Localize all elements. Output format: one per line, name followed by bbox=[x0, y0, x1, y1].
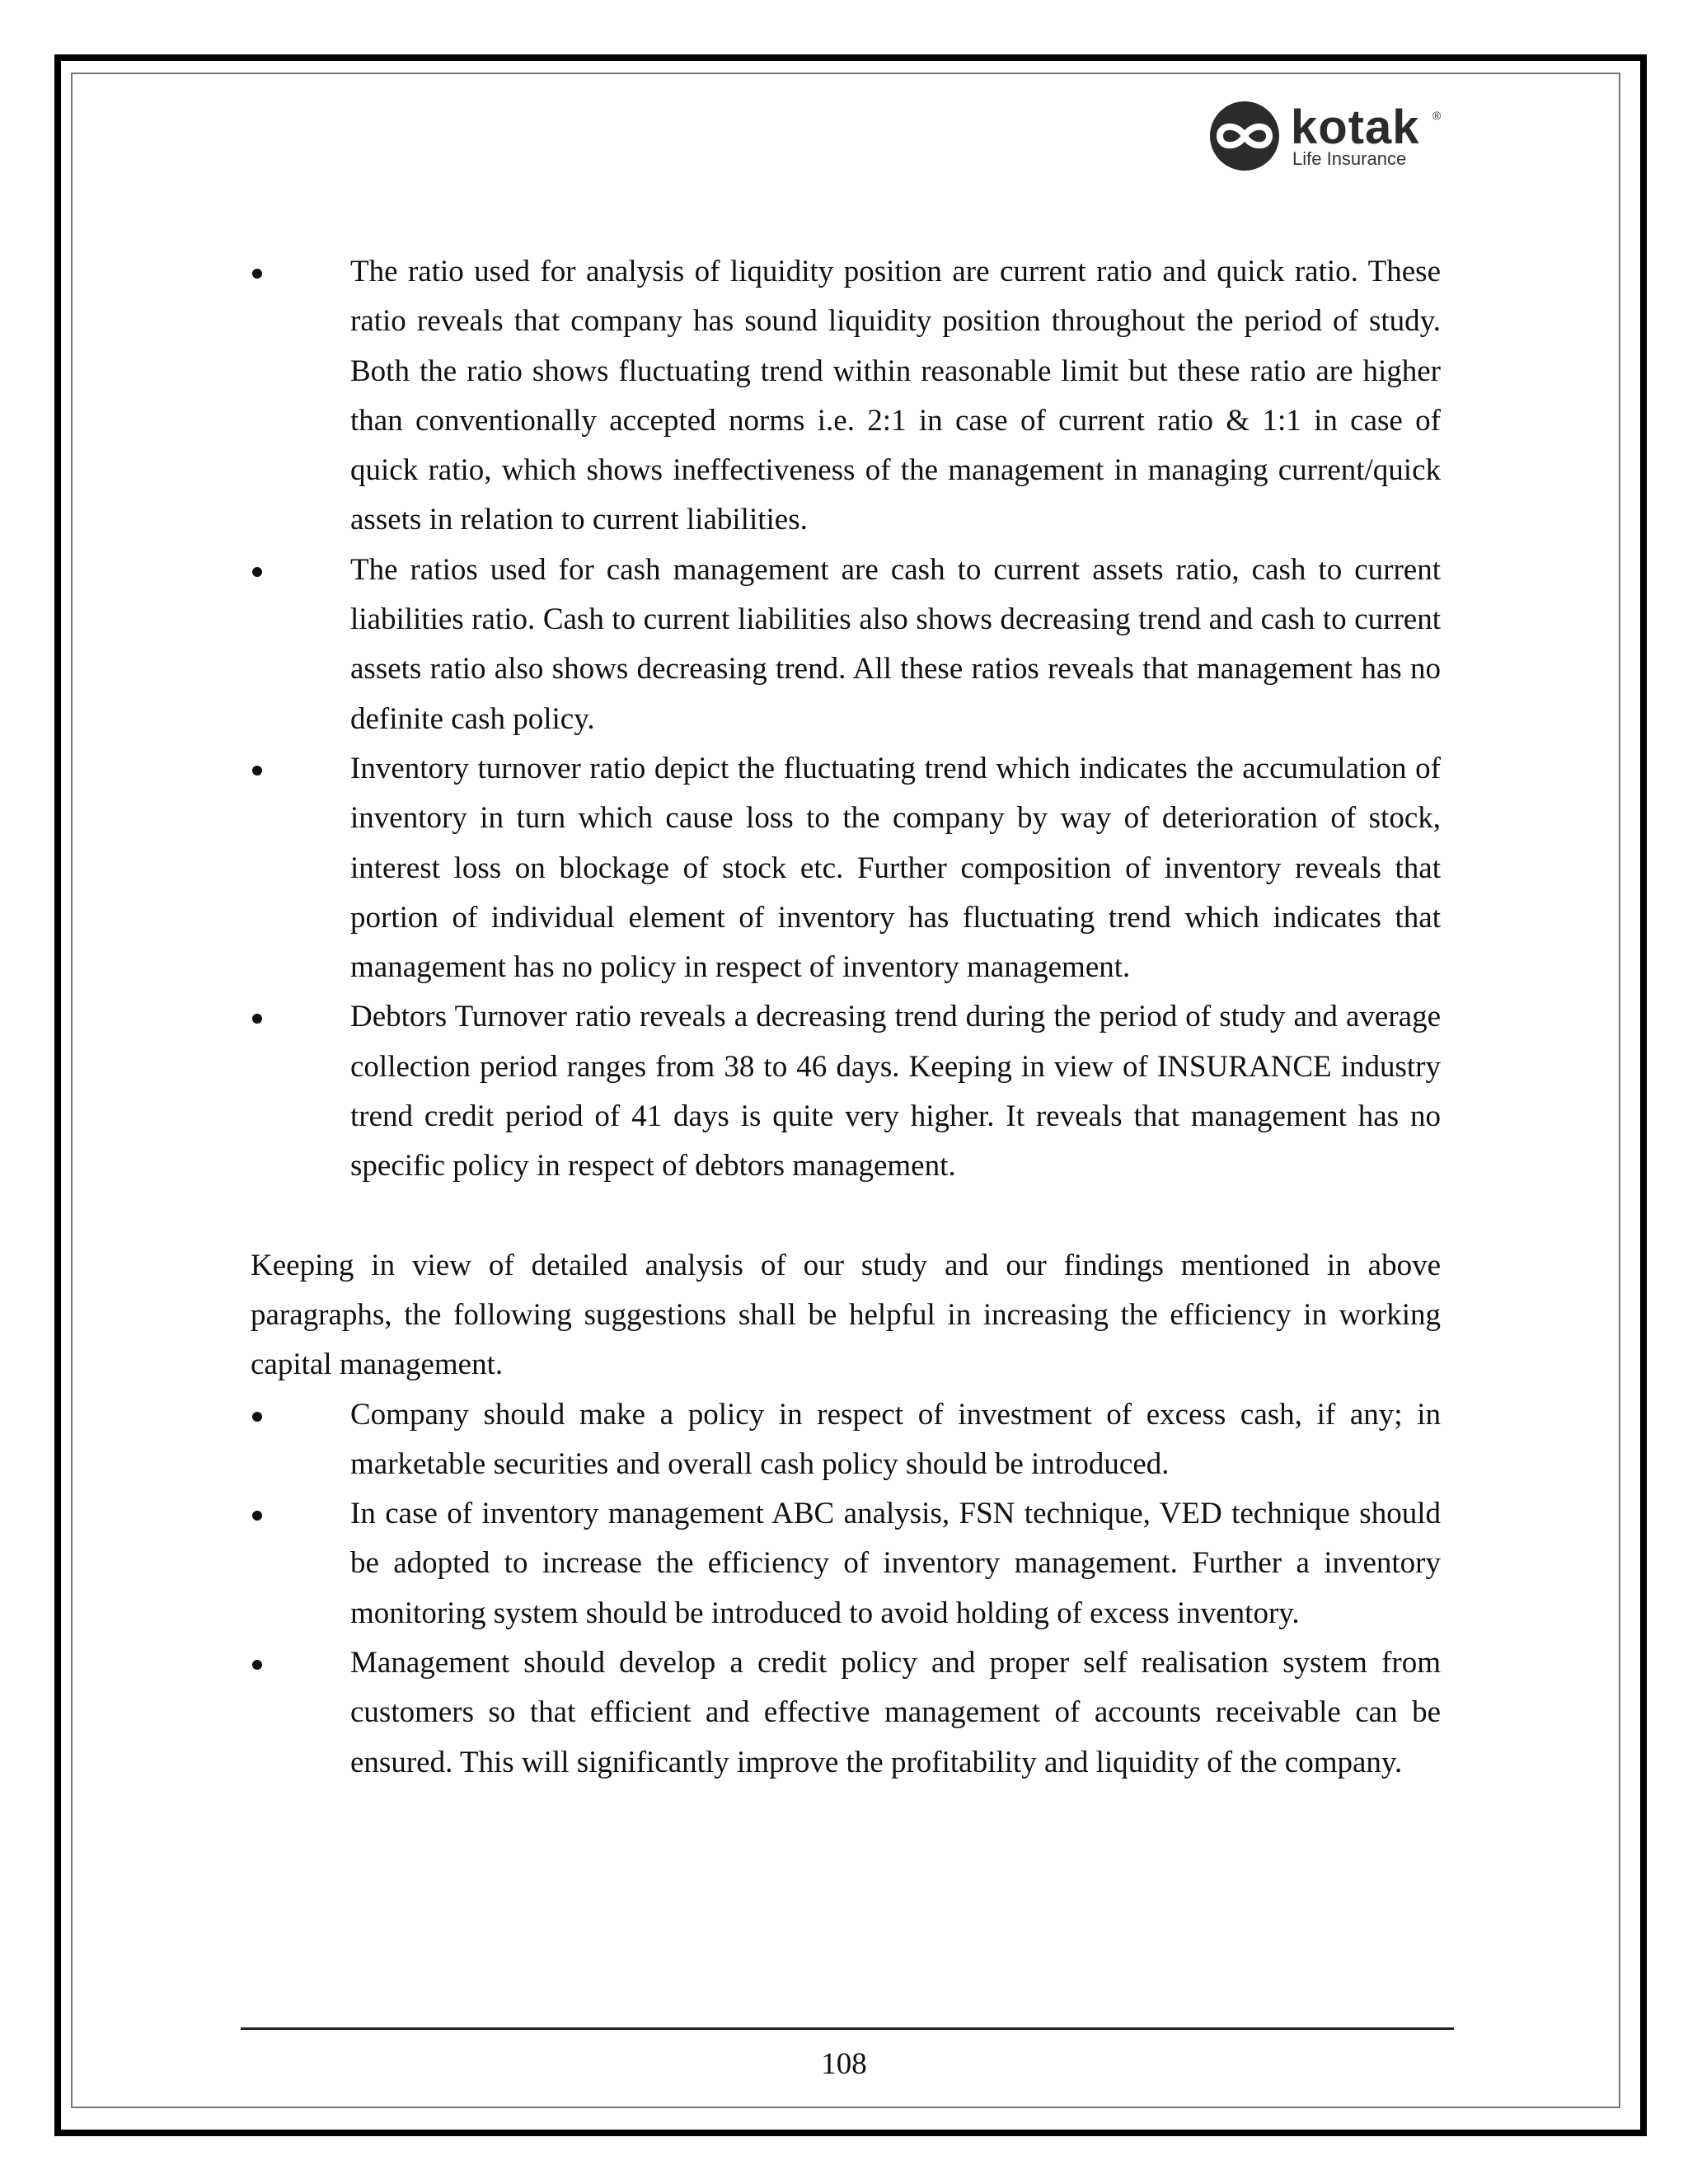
logo-registered-mark: ® bbox=[1432, 109, 1442, 122]
logo-brand-text: kotak bbox=[1291, 101, 1420, 154]
kotak-infinity-logo-icon bbox=[1205, 99, 1284, 173]
bullet-icon bbox=[252, 1660, 262, 1670]
suggestion-text: In case of inventory management ABC analysis, FSN technique, VED technique should be adopted to increase the efficiency of inventory management. Further a inventory monitoring system should be introduced to avoid holding of excess inventory. bbox=[350, 1497, 1441, 1630]
finding-item-cash bbox=[251, 546, 1441, 744]
bullet-icon bbox=[252, 567, 262, 577]
suggestion-item-inventory bbox=[251, 1489, 1441, 1638]
finding-text: Inventory turnover ratio depict the fluctuating trend which indicates the accumulation of inventory in turn which cause loss to the company by way of deterioration of stock, interest loss on blockage of stock etc. Further composition of inventory reveals that portion of individual element of inventory has fluctuating trend which indicates that management has no policy in respect of inventory management. bbox=[350, 751, 1441, 985]
findings-list bbox=[251, 247, 1441, 1192]
finding-item-liquidity bbox=[251, 247, 1441, 546]
finding-text: Debtors Turnover ratio reveals a decreasing trend during the period of study and average collection period ranges from 38 to 46 days. Keeping in view of INSURANCE industry trend credit period of 41 days is quite very higher. It reveals that management has no specific policy in respect of debtors management. bbox=[350, 1000, 1441, 1183]
kotak-logo bbox=[1205, 99, 1452, 173]
suggestion-text: Management should develop a credit policy and proper self realisation system from customers so that efficient and effective management of accounts receivable can be ensured. This will significantly improve the profitability and liquidity of the company. bbox=[350, 1646, 1441, 1779]
bullet-icon bbox=[252, 766, 262, 776]
logo-subtitle: Life Insurance bbox=[1292, 148, 1407, 169]
footer-divider bbox=[241, 2027, 1454, 2030]
suggestion-item-credit bbox=[251, 1638, 1441, 1788]
finding-item-debtors bbox=[251, 992, 1441, 1191]
bullet-icon bbox=[252, 1014, 262, 1024]
suggestions-list bbox=[251, 1390, 1441, 1788]
bullet-icon bbox=[252, 269, 262, 279]
finding-item-inventory bbox=[251, 744, 1441, 992]
bullet-icon bbox=[252, 1412, 262, 1422]
bullet-icon bbox=[252, 1511, 262, 1521]
suggestion-text: Company should make a policy in respect of investment of excess cash, if any; in marketable securities and overall cash policy should be introduced. bbox=[350, 1397, 1441, 1481]
page-number: 108 bbox=[821, 2047, 867, 2081]
main-content bbox=[251, 247, 1441, 1788]
finding-text: The ratios used for cash management are cash to current assets ratio, cash to current liabilities ratio. Cash to current liabilities also shows decreasing trend and cash to current assets ratio also shows decreasing trend. All these ratios reveals that management has no definite cash policy. bbox=[350, 552, 1441, 736]
finding-text: The ratio used for analysis of liquidity position are current ratio and quick ratio. These ratio reveals that company has sound liquidity position throughout the period of study. Both the ratio shows fluctuating trend within reasonable limit but these ratio are higher than conventionally accepted norms i.e. 2:1 in case of current ratio & 1:1 in case of quick ratio, which shows ineffectiveness of the management in managing current/quick assets in relation to current liabilities. bbox=[350, 255, 1441, 537]
suggestion-item-cash bbox=[251, 1390, 1441, 1490]
suggestions-intro-paragraph: Keeping in view of detailed analysis of our study and our findings mentioned in above paragraphs, the following suggestions shall be helpful in increasing the efficiency in working capital management. bbox=[251, 1248, 1441, 1382]
